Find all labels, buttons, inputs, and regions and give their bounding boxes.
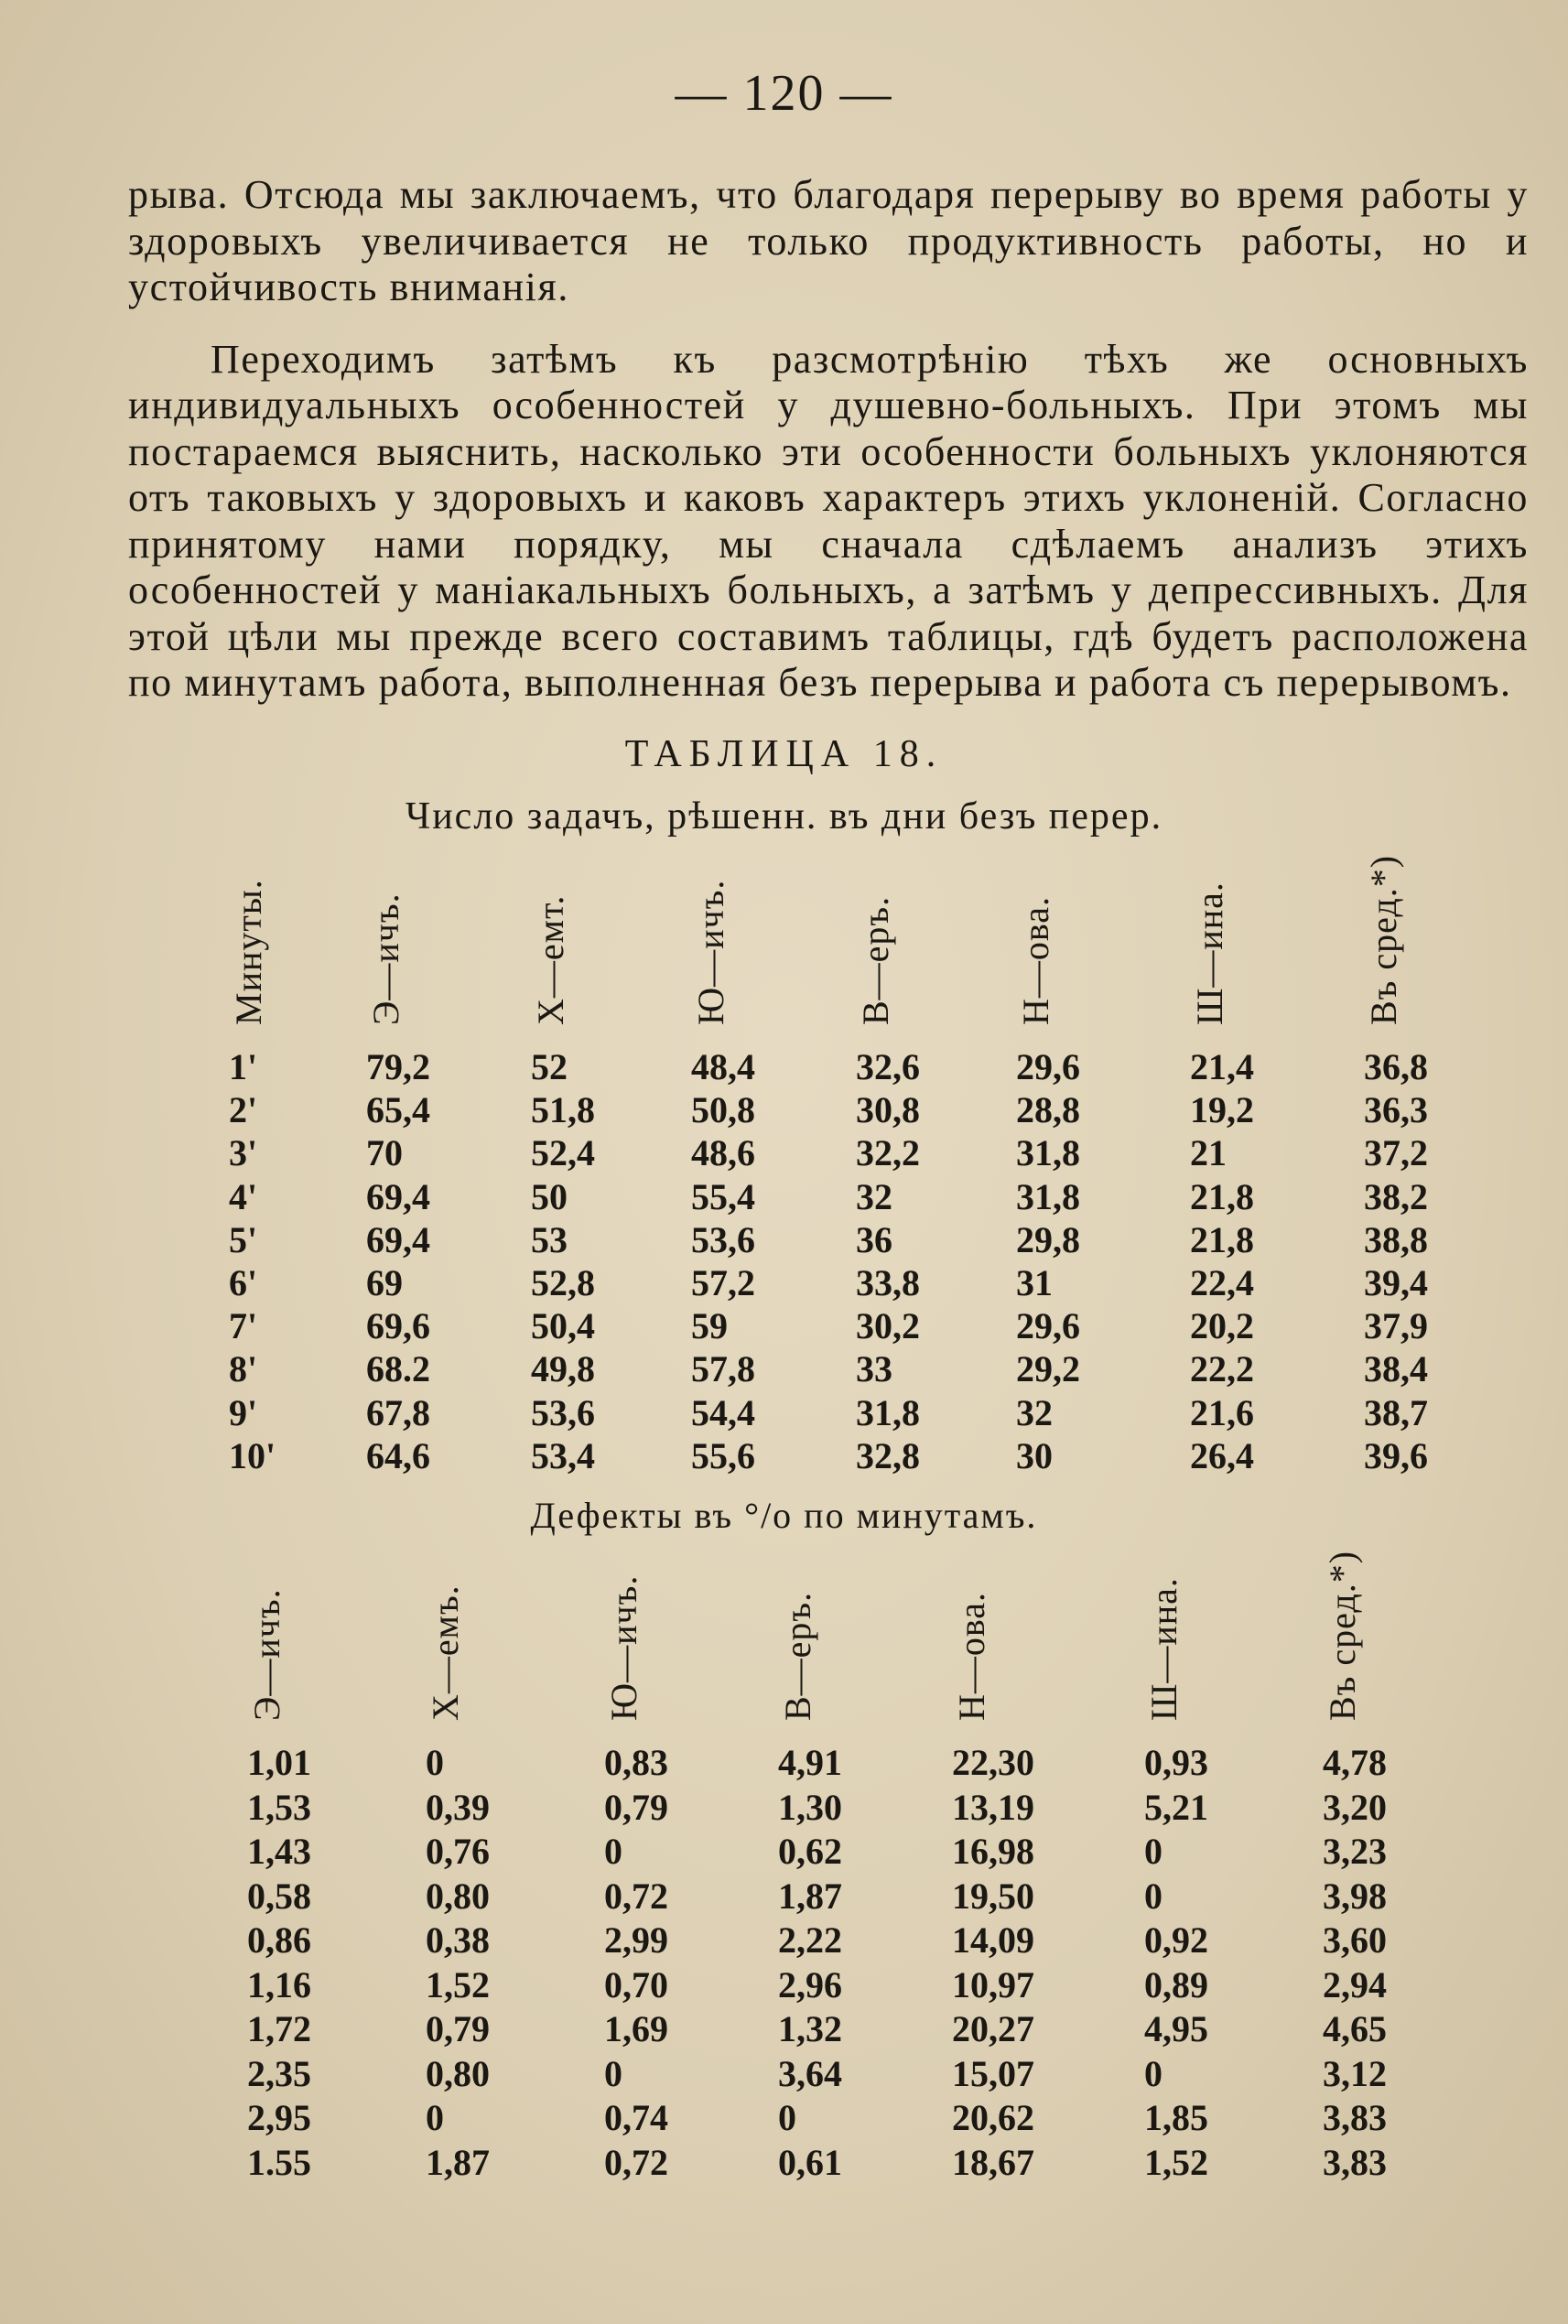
table-2-cell: 0,93 bbox=[1144, 1742, 1208, 1783]
table-2-cell: 4,78 bbox=[1323, 1742, 1387, 1783]
table-2-cell: 1,01 bbox=[247, 1742, 311, 1783]
table-2-row bbox=[0, 1919, 1568, 1961]
table-1-cell: 2' bbox=[229, 1089, 258, 1131]
table-1-row bbox=[0, 1218, 1568, 1260]
table-2-cell: 4,65 bbox=[1323, 2008, 1387, 2049]
table-1-cell: 26,4 bbox=[1190, 1434, 1254, 1476]
table-1-cell: 55,6 bbox=[691, 1434, 755, 1476]
table-1-row bbox=[0, 1088, 1568, 1130]
table-2-cell: 0,80 bbox=[426, 2052, 490, 2094]
table-2-cell: 0,74 bbox=[604, 2097, 668, 2138]
table-2-column-header: В—еръ. bbox=[777, 1591, 818, 1721]
table-2-column-header: Ш—ина. bbox=[1143, 1577, 1184, 1721]
table-1-column-header: Н—ова. bbox=[1015, 896, 1056, 1025]
table-1-cell: 38,7 bbox=[1364, 1391, 1428, 1433]
table-1-cell: 21 bbox=[1190, 1132, 1227, 1174]
table-1-cell: 31,8 bbox=[856, 1391, 920, 1433]
table-2-cell: 3,98 bbox=[1323, 1875, 1387, 1917]
table-subtitle: Число задачъ, рѣшенн. въ дни безъ перер. bbox=[405, 795, 1163, 838]
table-1-cell: 7' bbox=[229, 1305, 258, 1347]
table-2-row bbox=[0, 1875, 1568, 1917]
table-2-cell: 2,35 bbox=[247, 2052, 311, 2094]
table-2-cell: 0 bbox=[778, 2097, 796, 2138]
table-2-cell: 0,72 bbox=[604, 1875, 668, 1917]
table-1-cell: 32 bbox=[1016, 1391, 1053, 1433]
table-2-column-header: Э—ичъ. bbox=[246, 1588, 287, 1721]
table-2-row bbox=[0, 2096, 1568, 2138]
table-1-cell: 6' bbox=[229, 1262, 258, 1303]
table-1-cell: 31,8 bbox=[1016, 1132, 1080, 1174]
table-1-cell: 22,4 bbox=[1190, 1262, 1254, 1303]
table-1-cell: 28,8 bbox=[1016, 1089, 1080, 1131]
table-1-cell: 30,2 bbox=[856, 1305, 920, 1347]
table-1-cell: 57,2 bbox=[691, 1262, 755, 1303]
table-2-cell: 0,72 bbox=[604, 2141, 668, 2183]
table-1-cell: 21,6 bbox=[1190, 1391, 1254, 1433]
table-1-cell: 10' bbox=[229, 1434, 276, 1476]
table-1-column-header: Ю—ичъ. bbox=[690, 879, 731, 1025]
table-2-row bbox=[0, 2052, 1568, 2094]
table-2-cell: 3,20 bbox=[1323, 1786, 1387, 1828]
table-1-cell: 69,6 bbox=[366, 1305, 430, 1347]
table-2-row bbox=[0, 1741, 1568, 1783]
table-2-cell: 20,27 bbox=[952, 2008, 1034, 2049]
table-1-row bbox=[0, 1391, 1568, 1433]
table-1-cell: 19,2 bbox=[1190, 1089, 1254, 1131]
table-1-cell: 68.2 bbox=[366, 1348, 430, 1390]
table-1-cell: 3' bbox=[229, 1132, 258, 1174]
table-1-cell: 4' bbox=[229, 1175, 258, 1217]
table-2-cell: 19,50 bbox=[952, 1875, 1034, 1917]
table-1-cell: 36,3 bbox=[1364, 1089, 1428, 1131]
table-2-cell: 3,23 bbox=[1323, 1831, 1387, 1872]
table-2-cell: 18,67 bbox=[952, 2141, 1034, 2183]
table-2-cell: 0,61 bbox=[778, 2141, 842, 2183]
table-1-cell: 53 bbox=[531, 1218, 568, 1260]
table-1-cell: 29,6 bbox=[1016, 1305, 1080, 1347]
table-2-cell: 0,70 bbox=[604, 1963, 668, 2005]
defects-caption: Дефекты въ °/o по минутамъ. bbox=[530, 1495, 1038, 1536]
table-2-cell: 1,69 bbox=[604, 2008, 668, 2049]
table-1-cell: 32,6 bbox=[856, 1046, 920, 1087]
table-2-cell: 1,30 bbox=[778, 1786, 842, 1828]
table-1-cell: 21,4 bbox=[1190, 1046, 1254, 1087]
table-1-cell: 53,6 bbox=[531, 1391, 595, 1433]
table-2-cell: 20,62 bbox=[952, 2097, 1034, 2138]
table-2-cell: 0,79 bbox=[604, 1786, 668, 1828]
table-1-cell: 32 bbox=[856, 1175, 892, 1217]
table-1-cell: 69,4 bbox=[366, 1218, 430, 1260]
table-2-cell: 3,12 bbox=[1323, 2052, 1387, 2094]
table-2-cell: 1,16 bbox=[247, 1963, 311, 2005]
table-2-cell: 1,72 bbox=[247, 2008, 311, 2049]
table-1-cell: 59 bbox=[691, 1305, 728, 1347]
table-1-cell: 29,8 bbox=[1016, 1218, 1080, 1260]
table-1-cell: 55,4 bbox=[691, 1175, 755, 1217]
table-2-cell: 1,87 bbox=[778, 1875, 842, 1917]
table-2-cell: 0,62 bbox=[778, 1831, 842, 1872]
table-1-cell: 50,4 bbox=[531, 1305, 595, 1347]
table-1-cell: 22,2 bbox=[1190, 1348, 1254, 1390]
table-2-cell: 1.55 bbox=[247, 2141, 311, 2183]
table-1-cell: 38,4 bbox=[1364, 1348, 1428, 1390]
table-1-cell: 67,8 bbox=[366, 1391, 430, 1433]
table-1-cell: 49,8 bbox=[531, 1348, 595, 1390]
table-2-cell: 0,89 bbox=[1144, 1963, 1208, 2005]
table-1-cell: 54,4 bbox=[691, 1391, 755, 1433]
table-1-cell: 64,6 bbox=[366, 1434, 430, 1476]
table-1-cell: 8' bbox=[229, 1348, 258, 1390]
table-2-cell: 3,83 bbox=[1323, 2097, 1387, 2138]
table-1-column-header: Э—ичъ. bbox=[365, 892, 406, 1025]
table-1-row bbox=[0, 1347, 1568, 1389]
table-1-cell: 38,2 bbox=[1364, 1175, 1428, 1217]
table-2-row bbox=[0, 1830, 1568, 1872]
table-2-cell: 13,19 bbox=[952, 1786, 1034, 1828]
table-1-cell: 69 bbox=[366, 1262, 403, 1303]
table-1-cell: 21,8 bbox=[1190, 1175, 1254, 1217]
table-1-row bbox=[0, 1175, 1568, 1217]
table-2-cell: 0,58 bbox=[247, 1875, 311, 1917]
table-1-cell: 29,6 bbox=[1016, 1046, 1080, 1087]
body-text bbox=[128, 172, 1529, 707]
table-1-cell: 51,8 bbox=[531, 1089, 595, 1131]
table-1-row bbox=[0, 1131, 1568, 1173]
table-2-cell: 16,98 bbox=[952, 1831, 1034, 1872]
table-2-cell: 5,21 bbox=[1144, 1786, 1208, 1828]
table-2-cell: 10,97 bbox=[952, 1963, 1034, 2005]
table-2-column-header: Ю—ичъ. bbox=[603, 1574, 644, 1721]
table-2-row bbox=[0, 2141, 1568, 2183]
table-1-cell: 29,2 bbox=[1016, 1348, 1080, 1390]
table-1-cell: 52,8 bbox=[531, 1262, 595, 1303]
table-1-cell: 48,6 bbox=[691, 1132, 755, 1174]
table-1-cell: 30 bbox=[1016, 1434, 1053, 1476]
table-1-cell: 50,8 bbox=[691, 1089, 755, 1131]
table-1-cell: 20,2 bbox=[1190, 1305, 1254, 1347]
table-2-cell: 0 bbox=[604, 1831, 622, 1872]
table-2-cell: 2,94 bbox=[1323, 1963, 1387, 2005]
table-1-cell: 30,8 bbox=[856, 1089, 920, 1131]
table-1-cell: 65,4 bbox=[366, 1089, 430, 1131]
table-1-cell: 52,4 bbox=[531, 1132, 595, 1174]
table-2-cell: 0 bbox=[604, 2052, 622, 2094]
table-1-row bbox=[0, 1261, 1568, 1303]
table-2-cell: 1,52 bbox=[1144, 2141, 1208, 2183]
table-1-column-header: Ш—ина. bbox=[1189, 881, 1230, 1025]
table-1-column-header: Х—емт. bbox=[530, 894, 571, 1025]
table-1-column-header: Въ сред.*) bbox=[1363, 854, 1404, 1025]
table-1-cell: 21,8 bbox=[1190, 1218, 1254, 1260]
table-title: ТАБЛИЦА 18. bbox=[624, 733, 944, 775]
table-2-cell: 3,64 bbox=[778, 2052, 842, 2094]
table-1-column-header: В—еръ. bbox=[855, 895, 896, 1025]
table-1-cell: 37,9 bbox=[1364, 1305, 1428, 1347]
table-1-cell: 39,6 bbox=[1364, 1434, 1428, 1476]
page-number: — 120 — bbox=[675, 65, 893, 122]
table-2-cell: 0 bbox=[1144, 1831, 1162, 1872]
table-1-cell: 52 bbox=[531, 1046, 568, 1087]
table-2-column-header: Н—ова. bbox=[951, 1592, 992, 1721]
paragraph-continuation: рыва. Отсюда мы заключаемъ, что благодаря перерыву во время работы у здоровыхъ увеличивается не только продуктивность работы, но и устойчивость вниманія. bbox=[128, 172, 1529, 309]
table-2-cell: 0 bbox=[1144, 1875, 1162, 1917]
table-1-row bbox=[0, 1045, 1568, 1087]
table-1-cell: 31 bbox=[1016, 1262, 1053, 1303]
table-2-cell: 1,85 bbox=[1144, 2097, 1208, 2138]
table-2-cell: 1,52 bbox=[426, 1963, 490, 2005]
table-1-cell: 38,8 bbox=[1364, 1218, 1428, 1260]
table-2-cell: 0,79 bbox=[426, 2008, 490, 2049]
table-1-column-header: Минуты. bbox=[228, 879, 269, 1025]
table-1-cell: 31,8 bbox=[1016, 1175, 1080, 1217]
table-2-cell: 0,86 bbox=[247, 1919, 311, 1961]
table-1-cell: 36,8 bbox=[1364, 1046, 1428, 1087]
table-1-cell: 32,2 bbox=[856, 1132, 920, 1174]
table-2-column-header: Х—емъ. bbox=[425, 1584, 466, 1721]
table-2-cell: 1,43 bbox=[247, 1831, 311, 1872]
table-1-cell: 57,8 bbox=[691, 1348, 755, 1390]
table-2-cell: 2,95 bbox=[247, 2097, 311, 2138]
table-1-cell: 33 bbox=[856, 1348, 892, 1390]
table-2-cell: 0 bbox=[426, 2097, 444, 2138]
table-2-row bbox=[0, 1963, 1568, 2005]
table-2-cell: 3,83 bbox=[1323, 2141, 1387, 2183]
table-2-cell: 0 bbox=[1144, 2052, 1162, 2094]
table-1-row bbox=[0, 1434, 1568, 1476]
table-2-cell: 0,76 bbox=[426, 1831, 490, 1872]
table-2-cell: 2,96 bbox=[778, 1963, 842, 2005]
table-2-cell: 0,39 bbox=[426, 1786, 490, 1828]
table-1-cell: 32,8 bbox=[856, 1434, 920, 1476]
table-1-cell: 36 bbox=[856, 1218, 892, 1260]
table-1-cell: 69,4 bbox=[366, 1175, 430, 1217]
table-2-cell: 1,32 bbox=[778, 2008, 842, 2049]
table-2-cell: 2,99 bbox=[604, 1919, 668, 1961]
table-2-cell: 0,92 bbox=[1144, 1919, 1208, 1961]
table-1-cell: 37,2 bbox=[1364, 1132, 1428, 1174]
table-2-cell: 0 bbox=[426, 1742, 444, 1783]
table-1-cell: 1' bbox=[229, 1046, 258, 1087]
table-2-cell: 3,60 bbox=[1323, 1919, 1387, 1961]
table-1-cell: 33,8 bbox=[856, 1262, 920, 1303]
table-1-cell: 50 bbox=[531, 1175, 568, 1217]
table-2-cell: 4,95 bbox=[1144, 2008, 1208, 2049]
table-2-cell: 22,30 bbox=[952, 1742, 1034, 1783]
table-2-cell: 0,80 bbox=[426, 1875, 490, 1917]
table-2-cell: 1,53 bbox=[247, 1786, 311, 1828]
paragraph-main: Переходимъ затѣмъ къ разсмотрѣнію тѣхъ же основныхъ индивидуальныхъ особенностей у душевно-больныхъ. При этомъ мы постараемся выяснить, насколько эти особенности больныхъ уклоняются отъ таковыхъ у здоровыхъ и каковъ характеръ этихъ уклоненій. Согласно принятому нами порядку, мы сначала сдѣлаемъ анализъ этихъ особенностей у маніакальныхъ больныхъ, а затѣмъ у депрессивныхъ. Для этой цѣли мы прежде всего составимъ таблицы, гдѣ будетъ расположена по минутамъ работа, выполненная безъ перерыва и работа съ перерывомъ. bbox=[128, 336, 1529, 705]
table-2-cell: 14,09 bbox=[952, 1919, 1034, 1961]
table-1-cell: 48,4 bbox=[691, 1046, 755, 1087]
table-2-row bbox=[0, 1786, 1568, 1828]
table-1-cell: 9' bbox=[229, 1391, 258, 1433]
table-2-cell: 4,91 bbox=[778, 1742, 842, 1783]
table-1-cell: 79,2 bbox=[366, 1046, 430, 1087]
table-2-column-header: Въ сред.*) bbox=[1322, 1550, 1363, 1721]
table-2-cell: 1,87 bbox=[426, 2141, 490, 2183]
table-1-row bbox=[0, 1304, 1568, 1346]
table-1-cell: 53,6 bbox=[691, 1218, 755, 1260]
table-2-cell: 0,38 bbox=[426, 1919, 490, 1961]
table-1-cell: 39,4 bbox=[1364, 1262, 1428, 1303]
table-2-cell: 0,83 bbox=[604, 1742, 668, 1783]
table-2-cell: 15,07 bbox=[952, 2052, 1034, 2094]
table-2-row bbox=[0, 2007, 1568, 2049]
table-1-cell: 70 bbox=[366, 1132, 403, 1174]
table-2-cell: 2,22 bbox=[778, 1919, 842, 1961]
table-1-cell: 5' bbox=[229, 1218, 258, 1260]
table-1-cell: 53,4 bbox=[531, 1434, 595, 1476]
